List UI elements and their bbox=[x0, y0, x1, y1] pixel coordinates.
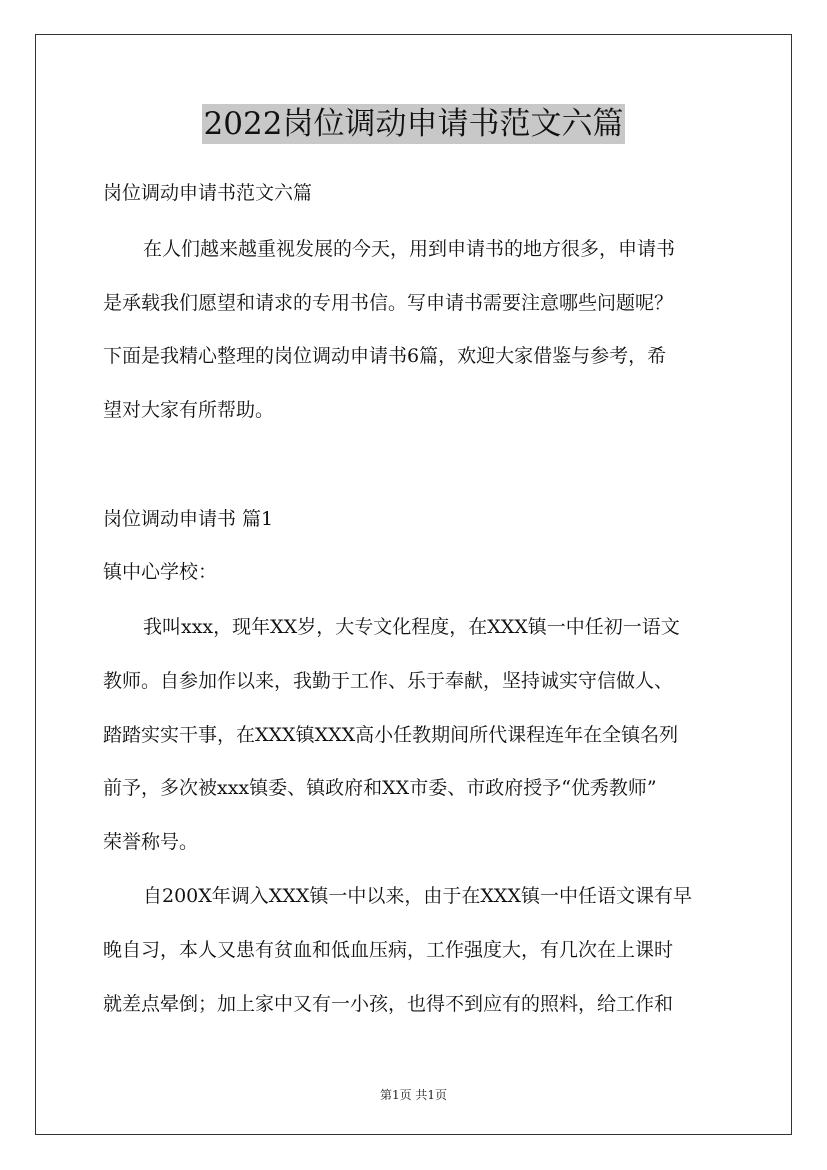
intro-line: 是承载我们愿望和请求的专用书信。写申请书需要注意哪些问题呢？ bbox=[103, 292, 674, 314]
document-title: 2022岗位调动申请书范文六篇 bbox=[203, 106, 624, 142]
paragraph-line: 自200X年调入XXX镇一中以来，由于在XXX镇一中任语文课有早 bbox=[143, 885, 692, 907]
salutation: 镇中心学校： bbox=[103, 561, 218, 583]
paragraph-line: 荣誉称号。 bbox=[103, 831, 199, 853]
intro-line: 在人们越来越重视发展的今天，用到申请书的地方很多，申请书 bbox=[143, 238, 676, 260]
title-container bbox=[0, 104, 827, 144]
paragraph-line: 我叫xxx，现年XX岁，大专文化程度，在XXX镇一中任初一语文 bbox=[143, 616, 680, 638]
paragraph-line: 就差点晕倒；加上家中又有一小孩，也得不到应有的照料，给工作和 bbox=[103, 993, 674, 1015]
paragraph-line: 前予，多次被xxx镇委、镇政府和XX市委、市政府授予“优秀教师” bbox=[103, 777, 657, 799]
page-number: 第1页 共1页 bbox=[379, 1088, 448, 1102]
paragraph-line: 踏踏实实干事，在XXX镇XXX高小任教期间所代课程连年在全镇名列 bbox=[103, 724, 679, 746]
page-footer bbox=[0, 1086, 827, 1103]
section-heading: 岗位调动申请书 篇1 bbox=[103, 508, 274, 530]
document-subtitle: 岗位调动申请书范文六篇 bbox=[103, 182, 313, 204]
paragraph-line: 晚自习，本人又患有贫血和低血压病，工作强度大，有几次在上课时 bbox=[103, 939, 674, 961]
paragraph-line: 教师。自参加作以来，我勤于工作、乐于奉献，坚持诚实守信做人、 bbox=[103, 670, 674, 692]
intro-line: 望对大家有所帮助。 bbox=[103, 399, 275, 421]
intro-line: 下面是我精心整理的岗位调动申请书6篇，欢迎大家借鉴与参考，希 bbox=[103, 345, 667, 367]
